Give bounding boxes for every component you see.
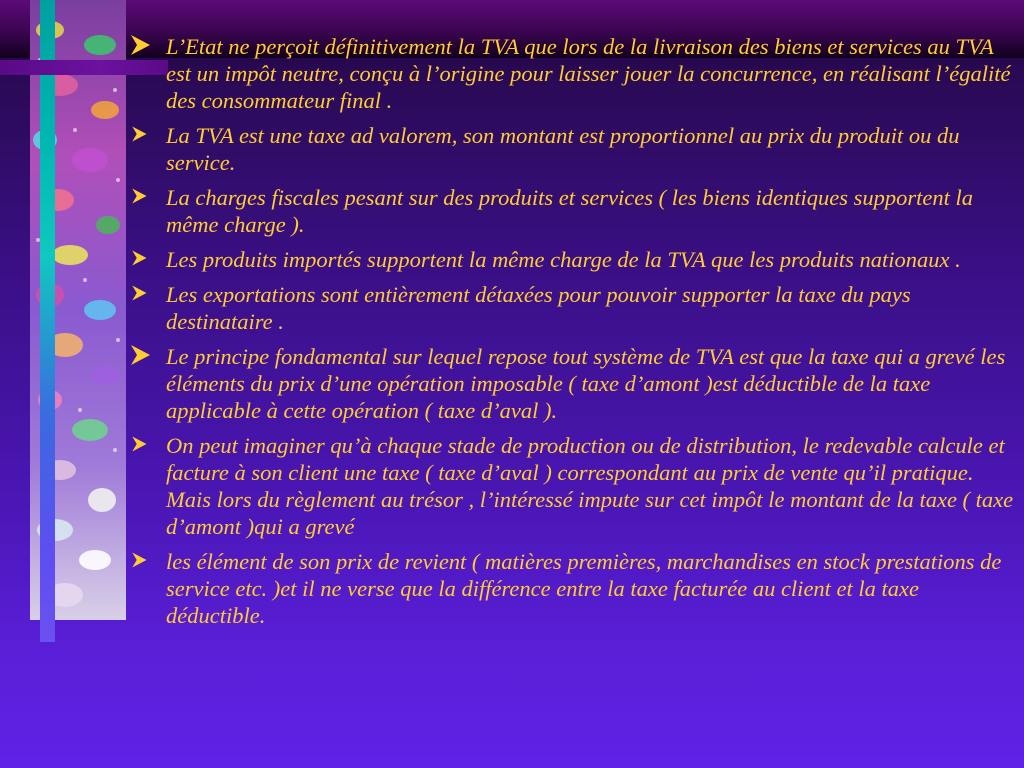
list-item-text: La TVA est une taxe ad valorem, son montant est proportionnel au prix du produit ou du service. [166,123,960,175]
arrowhead-bullet-icon [130,284,148,302]
arrowhead-bullet-icon [128,33,152,57]
vertical-accent-bar [40,0,55,642]
list-item-text: Les produits importés supportent la même charge de la TVA que les produits nationaux . [166,247,961,272]
arrowhead-bullet-icon [130,249,148,267]
list-item-text: La charges fiscales pesant sur des produits et services ( les biens identiques supportent la même charge ). [166,185,974,237]
list-item [128,122,1020,176]
list-item-text: On peut imaginer qu’à chaque stade de production ou de distribution, le redevable calcule et facture à son client une taxe ( taxe d’aval ) correspondant au prix de vente qu’il pratique. Mais lors du règlement au trésor , l’intéressé impute sur cet impôt le montant de la taxe ( taxe d’amont )qui a grevé [166,433,1014,539]
list-item [128,281,1020,335]
list-item [128,548,1020,629]
list-item [128,184,1020,238]
list-item [128,33,1020,114]
list-item-text: Le principe fondamental sur lequel repose tout système de TVA est que la taxe qui a grevé les éléments du prix d’une opération imposable ( taxe d’amont )est déductible de la taxe applicable à cette opération ( taxe d’aval ). [166,344,1006,423]
arrowhead-bullet-icon [130,187,148,205]
bullet-list [128,33,1020,637]
list-item [128,246,1020,273]
list-item-text: Les exportations sont entièrement détaxées pour pouvoir supporter la taxe du pays destinataire . [166,282,911,334]
list-item-text: les élément de son prix de revient ( matières premières, marchandises en stock prestations de service etc. )et il ne verse que la différence entre la taxe facturée au client et la taxe déductible. [166,549,1002,628]
arrowhead-bullet-icon [130,435,148,453]
arrowhead-bullet-icon [130,125,148,143]
list-item [128,432,1020,540]
list-item-text: L’Etat ne perçoit définitivement la TVA que lors de la livraison des biens et services au TVA est un impôt neutre, conçu à l’origine pour laisser jouer la concurrence, en réalisant l’égalité des consommateur final . [166,34,1011,113]
arrowhead-bullet-icon [128,343,152,367]
list-item [128,343,1020,424]
arrowhead-bullet-icon [130,551,148,569]
